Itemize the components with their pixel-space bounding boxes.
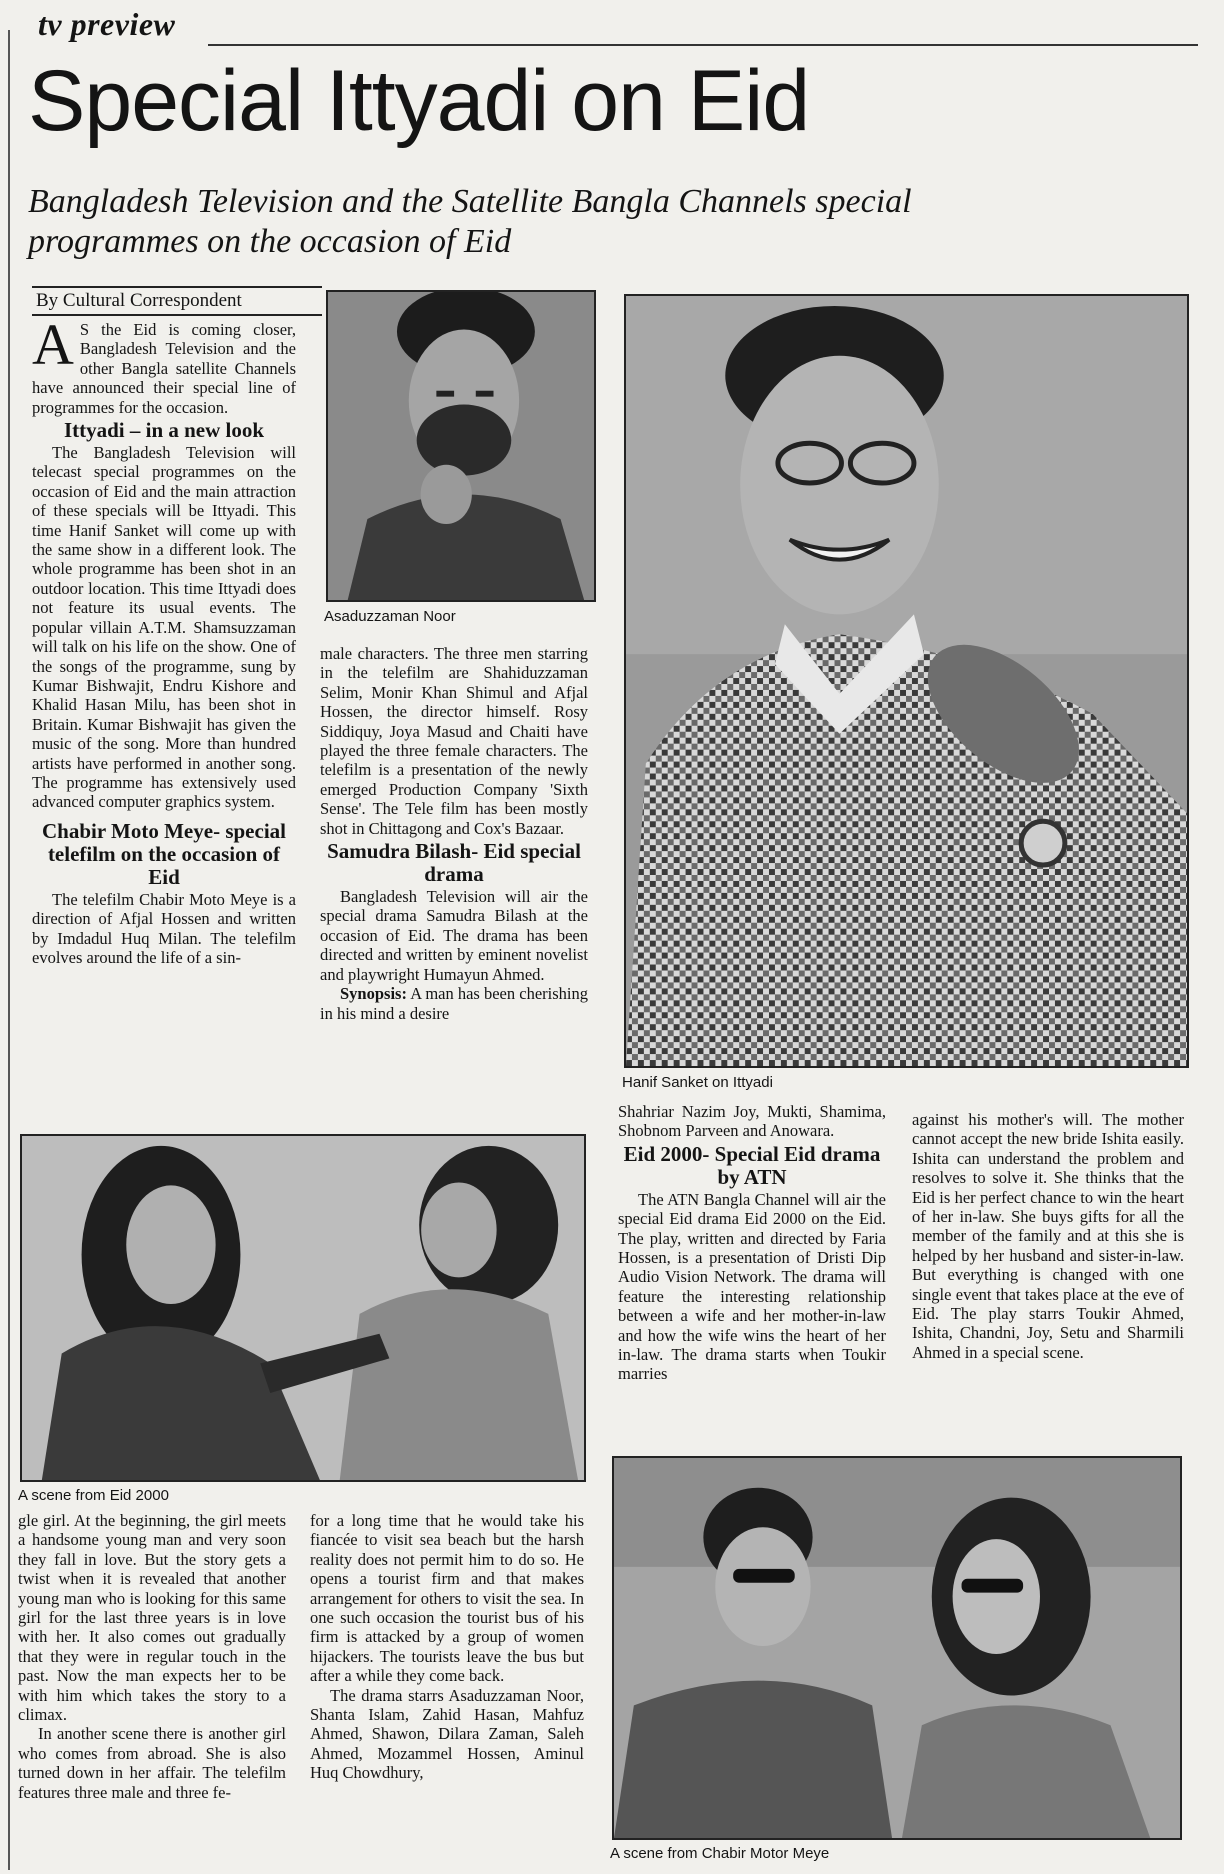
photo-asaduzzaman-noor bbox=[326, 290, 596, 602]
synopsis-paragraph bbox=[320, 984, 588, 1023]
section-rule bbox=[208, 44, 1198, 46]
caption-hanif-sanket: Hanif Sanket on Ittyadi bbox=[622, 1074, 773, 1091]
headline: Special Ittyadi on Eid bbox=[28, 53, 810, 149]
column-border-line bbox=[8, 30, 10, 1870]
lead-text: S the Eid is coming closer, Bangladesh Television and the other Bangla satellite Channels have announced their special line of programmes for the occasion. bbox=[32, 320, 296, 417]
paragraph: male characters. The three men starring in the telefilm are Shahiduzzaman Selim, Monir Khan Shimul and Afjal Hossen, the director himself. Rosy Siddiquy, Joya Masud and Chaiti have played the three female characters. The telefilm is a presentation of the newly emerged Production Company 'Sixth Sense'. The Tele film has been mostly shot in Chittagong and Cox's Bazaar. bbox=[320, 644, 588, 838]
subhead-eid-2000: Eid 2000- Special Eid drama by ATN bbox=[623, 1141, 881, 1189]
article-column-1 bbox=[32, 312, 296, 967]
caption-asaduzzaman-noor: Asaduzzaman Noor bbox=[324, 608, 456, 625]
article-column-5 bbox=[18, 1511, 286, 1802]
synopsis-text: A man has been cherishing in his mind a desire bbox=[320, 984, 588, 1023]
section-label: tv preview bbox=[38, 6, 176, 42]
lead-paragraph bbox=[32, 312, 296, 417]
paragraph: against his mother's will. The mother cannot accept the new bride Ishita easily. Ishita can understand the problem and resolves to solve it. She thinks that the Eid is her perfect chance to win the heart of her in-law. She buys gifts for all the member of the family and at this she is helped by her husband and sister-in-law. But everything is changed with one single event that takes place at the eve of Eid. The play starrs Toukir Ahmed, Ishita, Chandni, Joy, Setu and Sharmili Ahmed in a special scene. bbox=[912, 1110, 1184, 1362]
paragraph: The ATN Bangla Channel will air the special Eid drama Eid 2000 on the Eid. The play, written and directed by Faria Hossen, is a presentation of Dristi Dip Audio Vision Network. The drama will feature the interesting relationship between a wife and her mother-in-law and how the wife wins the heart of her in-law. The drama starts when Toukir marries bbox=[618, 1189, 886, 1384]
paragraph: gle girl. At the beginning, the girl meets a handsome young man and very soon they fall in love. But the story gets a twist when it is revealed that another young man who is looking for this same girl for the last three years is in love with her. It also comes out gradually that they were in regular touch in the past. Now the man expects her to be with him which takes the story to a climax. bbox=[18, 1511, 286, 1725]
paragraph: Bangladesh Television will air the special drama Samudra Bilash at the occasion of Eid. The drama has been directed and written by eminent novelist and playwright Humayun Ahmed. bbox=[320, 887, 588, 984]
paragraph: for a long time that he would take his fiancée to visit sea beach but the harsh reality does not permit him to do so. He opens a tourist firm and that makes arrangement for others to visit the sea. In one such occasion the tourist bus of his firm is attacked by a group of women hijackers. The tourists leave the bus but after a while they come back. bbox=[310, 1511, 584, 1686]
byline: By Cultural Correspondent bbox=[32, 286, 322, 316]
paragraph: The drama starrs Asaduzzaman Noor, Shanta Islam, Zahid Hasan, Mahfuz Ahmed, Shawon, Dilara Zaman, Saleh Ahmed, Mozammel Hossen, Aminul Huq Chowdhury, bbox=[310, 1685, 584, 1783]
paragraph: The telefilm Chabir Moto Meye is a direction of Afjal Hossen and written by Imdadul Huq Milan. The telefilm evolves around the life of a sin- bbox=[32, 889, 296, 967]
caption-eid-2000: A scene from Eid 2000 bbox=[18, 1487, 169, 1504]
caption-chabir-moto-meye: A scene from Chabir Motor Meye bbox=[610, 1845, 830, 1862]
subhead-chabir-moto-meye: Chabir Moto Meye- special telefilm on the occasion of Eid bbox=[42, 818, 286, 889]
paragraph: Shahriar Nazim Joy, Mukti, Shamima, Shobnom Parveen and Anowara. bbox=[618, 1102, 886, 1141]
photo-chabir-moto-meye-scene bbox=[612, 1456, 1182, 1840]
article-column-2 bbox=[320, 644, 588, 1023]
paragraph: The Bangladesh Television will telecast special programmes on the occasion of Eid and the main attraction of these specials will be Ittyadi. This time Hanif Sanket will come up with the same show in a different look. The whole programme has been shot in an outdoor location. This time Ittyadi does not feature its usual events. The popular villain A.T.M. Shamsuzzaman will talk on his life on the show. One of the songs of the programme, sung by Kumar Bishwajit, Endru Kishore and Khalid Hasan Milu, has been shot in Britain. Kumar Bishwajit has given the music of the song. More than hundred artists have performed in another song. The programme has extensively used advanced computer graphics system. bbox=[32, 443, 296, 812]
article-column-3 bbox=[618, 1102, 886, 1384]
drop-cap: A bbox=[32, 312, 74, 377]
synopsis-label: Synopsis: bbox=[340, 984, 407, 1004]
paragraph: In another scene there is another girl who comes from abroad. She is also turned down in her affair. The telefilm features three male and three fe- bbox=[18, 1724, 286, 1802]
photo-eid-2000-scene bbox=[20, 1134, 586, 1482]
subhead-samudra-bilash: Samudra Bilash- Eid special drama bbox=[327, 839, 581, 887]
subhead-ittyadi: Ittyadi – in a new look bbox=[63, 418, 265, 443]
article-column-6 bbox=[310, 1511, 584, 1783]
article-column-4 bbox=[912, 1110, 1184, 1362]
subheadline: Bangladesh Television and the Satellite Bangla Channels special programmes on the occasion of Eid bbox=[28, 183, 912, 260]
photo-hanif-sanket bbox=[624, 294, 1189, 1068]
